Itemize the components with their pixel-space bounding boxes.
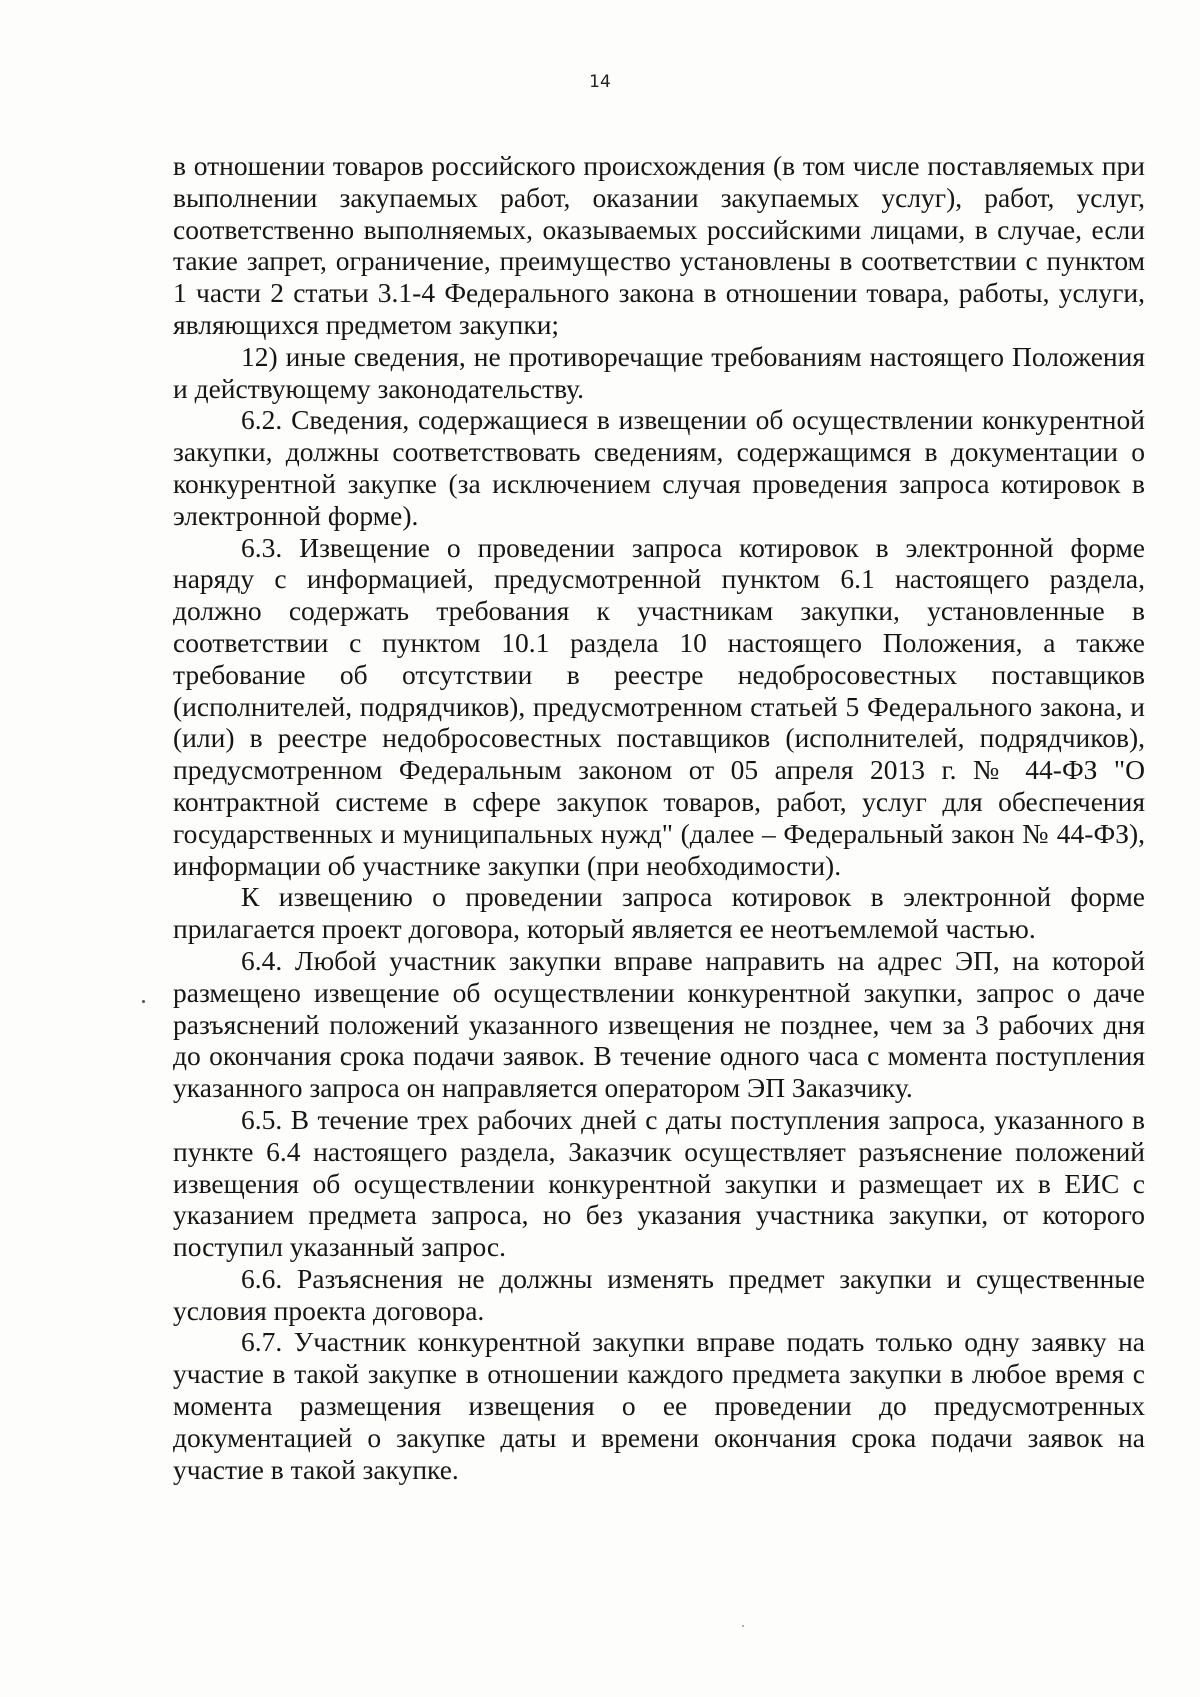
document-body [173, 150, 1145, 1485]
scan-speck [742, 1625, 744, 1627]
page-number: 14 [589, 72, 611, 92]
scan-speck [142, 1000, 145, 1003]
paragraph-6-6: 6.6. Разъяснения не должны изменять предмет закупки и существенные условия проекта договора. [173, 1262, 1145, 1326]
paragraph-6-7: 6.7. Участник конкурентной закупки вправе подать только одну заявку на участие в такой закупке в отношении каждого предмета закупки в любое время с момента размещения извещения о ее проведении до предусмотренных документацией о закупке даты и времени окончания срока подачи заявок на участие в такой закупке. [173, 1326, 1145, 1485]
paragraph-continuation: в отношении товаров российского происхождения (в том числе поставляемых при выполнении закупаемых работ, оказании закупаемых услуг), работ, услуг, соответственно выполняемых, оказываемых российскими лицами, в случае, если такие запрет, ограничение, преимущество установлены в соответствии с пунктом 1 части 2 статьи 3.1-4 Федерального закона в отношении товара, работы, услуги, являющихся предметом закупки; [173, 150, 1145, 340]
paragraph-6-4: 6.4. Любой участник закупки вправе направить на адрес ЭП, на которой размещено извещение об осуществлении конкурентной закупки, запрос о даче разъяснений положений указанного извещения не позднее, чем за 3 рабочих дня до окончания срока подачи заявок. В течение одного часа с момента поступления указанного запроса он направляется оператором ЭП Заказчику. [173, 944, 1145, 1104]
paragraph-6-5: 6.5. В течение трех рабочих дней с даты поступления запроса, указанного в пункте 6.4 настоящего раздела, Заказчик осуществляет разъяснение положений извещения об осуществлении конкурентной закупки и размещает их в ЕИС с указанием предмета запроса, но без указания участника закупки, от которого поступил указанный запрос. [173, 1103, 1145, 1263]
paragraph-item-12: 12) иные сведения, не противоречащие требованиям настоящего Положения и действующему законодательству. [173, 340, 1145, 404]
paragraph-6-2: 6.2. Сведения, содержащиеся в извещении об осуществлении конкурентной закупки, должны соответствовать сведениям, содержащимся в документации о конкурентной закупке (за исключением случая проведения запроса котировок в электронной форме). [173, 404, 1145, 531]
paragraph-6-3: 6.3. Извещение о проведении запроса котировок в электронной форме наряду с информацией, предусмотренной пунктом 6.1 настоящего раздела, должно содержать требования к участникам закупки, установленные в соответствии с пунктом 10.1 раздела 10 настоящего Положения, а также требование об отсутствии в реестре недобросовестных поставщиков (исполнителей, подрядчиков), предусмотренном статьей 5 Федерального закона, и (или) в реестре недобросовестных поставщиков (исполнителей, подрядчиков), предусмотренном Федеральным законом от 05 апреля 2013 г. № 44-ФЗ "О контрактной системе в сфере закупок товаров, работ, услуг для обеспечения государственных и муниципальных нужд" (далее – Федеральный закон № 44-ФЗ), информации об участнике закупки (при необходимости). [173, 531, 1145, 881]
paragraph-6-3-attachment: К извещению о проведении запроса котировок в электронной форме прилагается проект договора, который является ее неотъемлемой частью. [173, 881, 1145, 945]
